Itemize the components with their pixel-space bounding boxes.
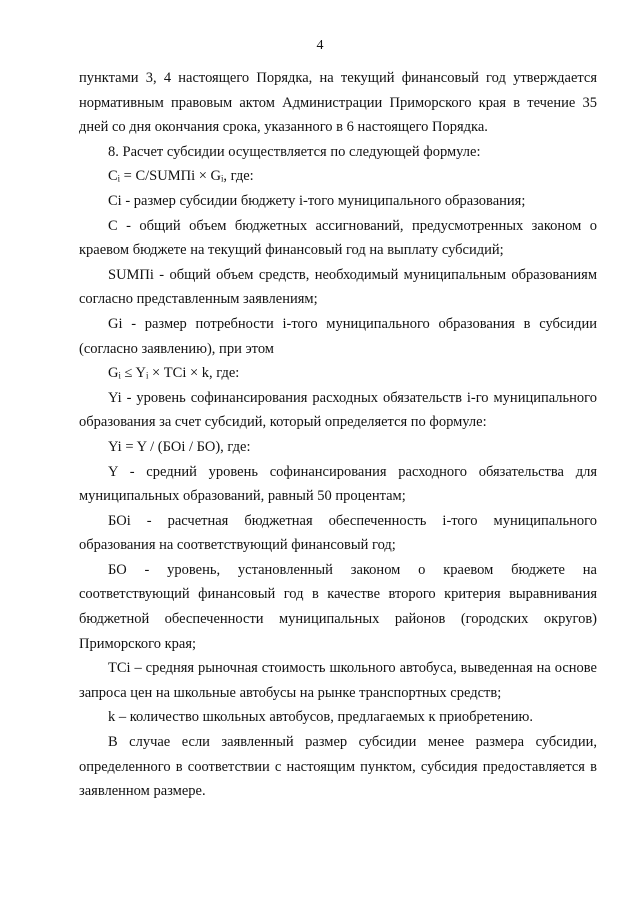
formula-subsidy: Cᵢ = С/SUMПi × Gᵢ, где: (108, 168, 254, 185)
definition-ci: Ci - размер субсидии бюджету i-того муниципального образования; (108, 192, 526, 209)
definition-yi: Yi - уровень софинансирования расходных обязательств i-го муниципального образования за счет субсидий, который определяется по формуле: (79, 389, 597, 431)
formula-gi-limit: Gᵢ ≤ Yᵢ × ТСi × k, где: (108, 365, 240, 382)
paragraph-point-8: 8. Расчет субсидии осуществляется по следующей формуле: (108, 143, 481, 160)
definition-k: k – количество школьных автобусов, предлагаемых к приобретению. (108, 709, 533, 726)
paragraph-continuation: пунктами 3, 4 настоящего Порядка, на текущий финансовый год утверждается нормативным правовым актом Администрации Приморского края в течение 35 дней со дня окончания срока, указанного в 6 настоящего Порядка. (79, 70, 597, 136)
definition-c: С - общий объем бюджетных ассигнований, предусмотренных законом о краевом бюджете на текущий финансовый год на выплату субсидий; (79, 217, 597, 259)
definition-sumpi: SUMПi - общий объем средств, необходимый муниципальным образованиям согласно представленным заявлениям; (79, 266, 597, 308)
definition-gi: Gi - размер потребности i-того муниципального образования в субсидии (согласно заявлению), при этом (79, 315, 597, 357)
page-number: 4 (316, 38, 324, 53)
definition-boi: БОi - расчетная бюджетная обеспеченность i-того муниципального образования на соответствующий финансовый год; (79, 512, 597, 554)
formula-yi: Yi = Y / (БОi / БО), где: (108, 438, 251, 455)
paragraph-final-condition: В случае если заявленный размер субсидии менее размера субсидии, определенного в соответствии с настоящим пунктом, субсидия предоставляется в заявленном размере. (79, 734, 597, 800)
definition-y: Y - средний уровень софинансирования расходного обязательства для муниципальных образований, равный 50 процентам; (79, 463, 597, 505)
definition-bo: БО - уровень, установленный законом о краевом бюджете на соответствующий финансовый год в качестве второго критерия выравнивания бюджетной обеспеченности муниципальных районов (городских округов) Приморского края; (79, 561, 597, 652)
document-body (79, 66, 597, 804)
definition-tci: ТСi – средняя рыночная стоимость школьного автобуса, выведенная на основе запроса цен на школьные автобусы на рынке транспортных средств; (79, 660, 597, 701)
